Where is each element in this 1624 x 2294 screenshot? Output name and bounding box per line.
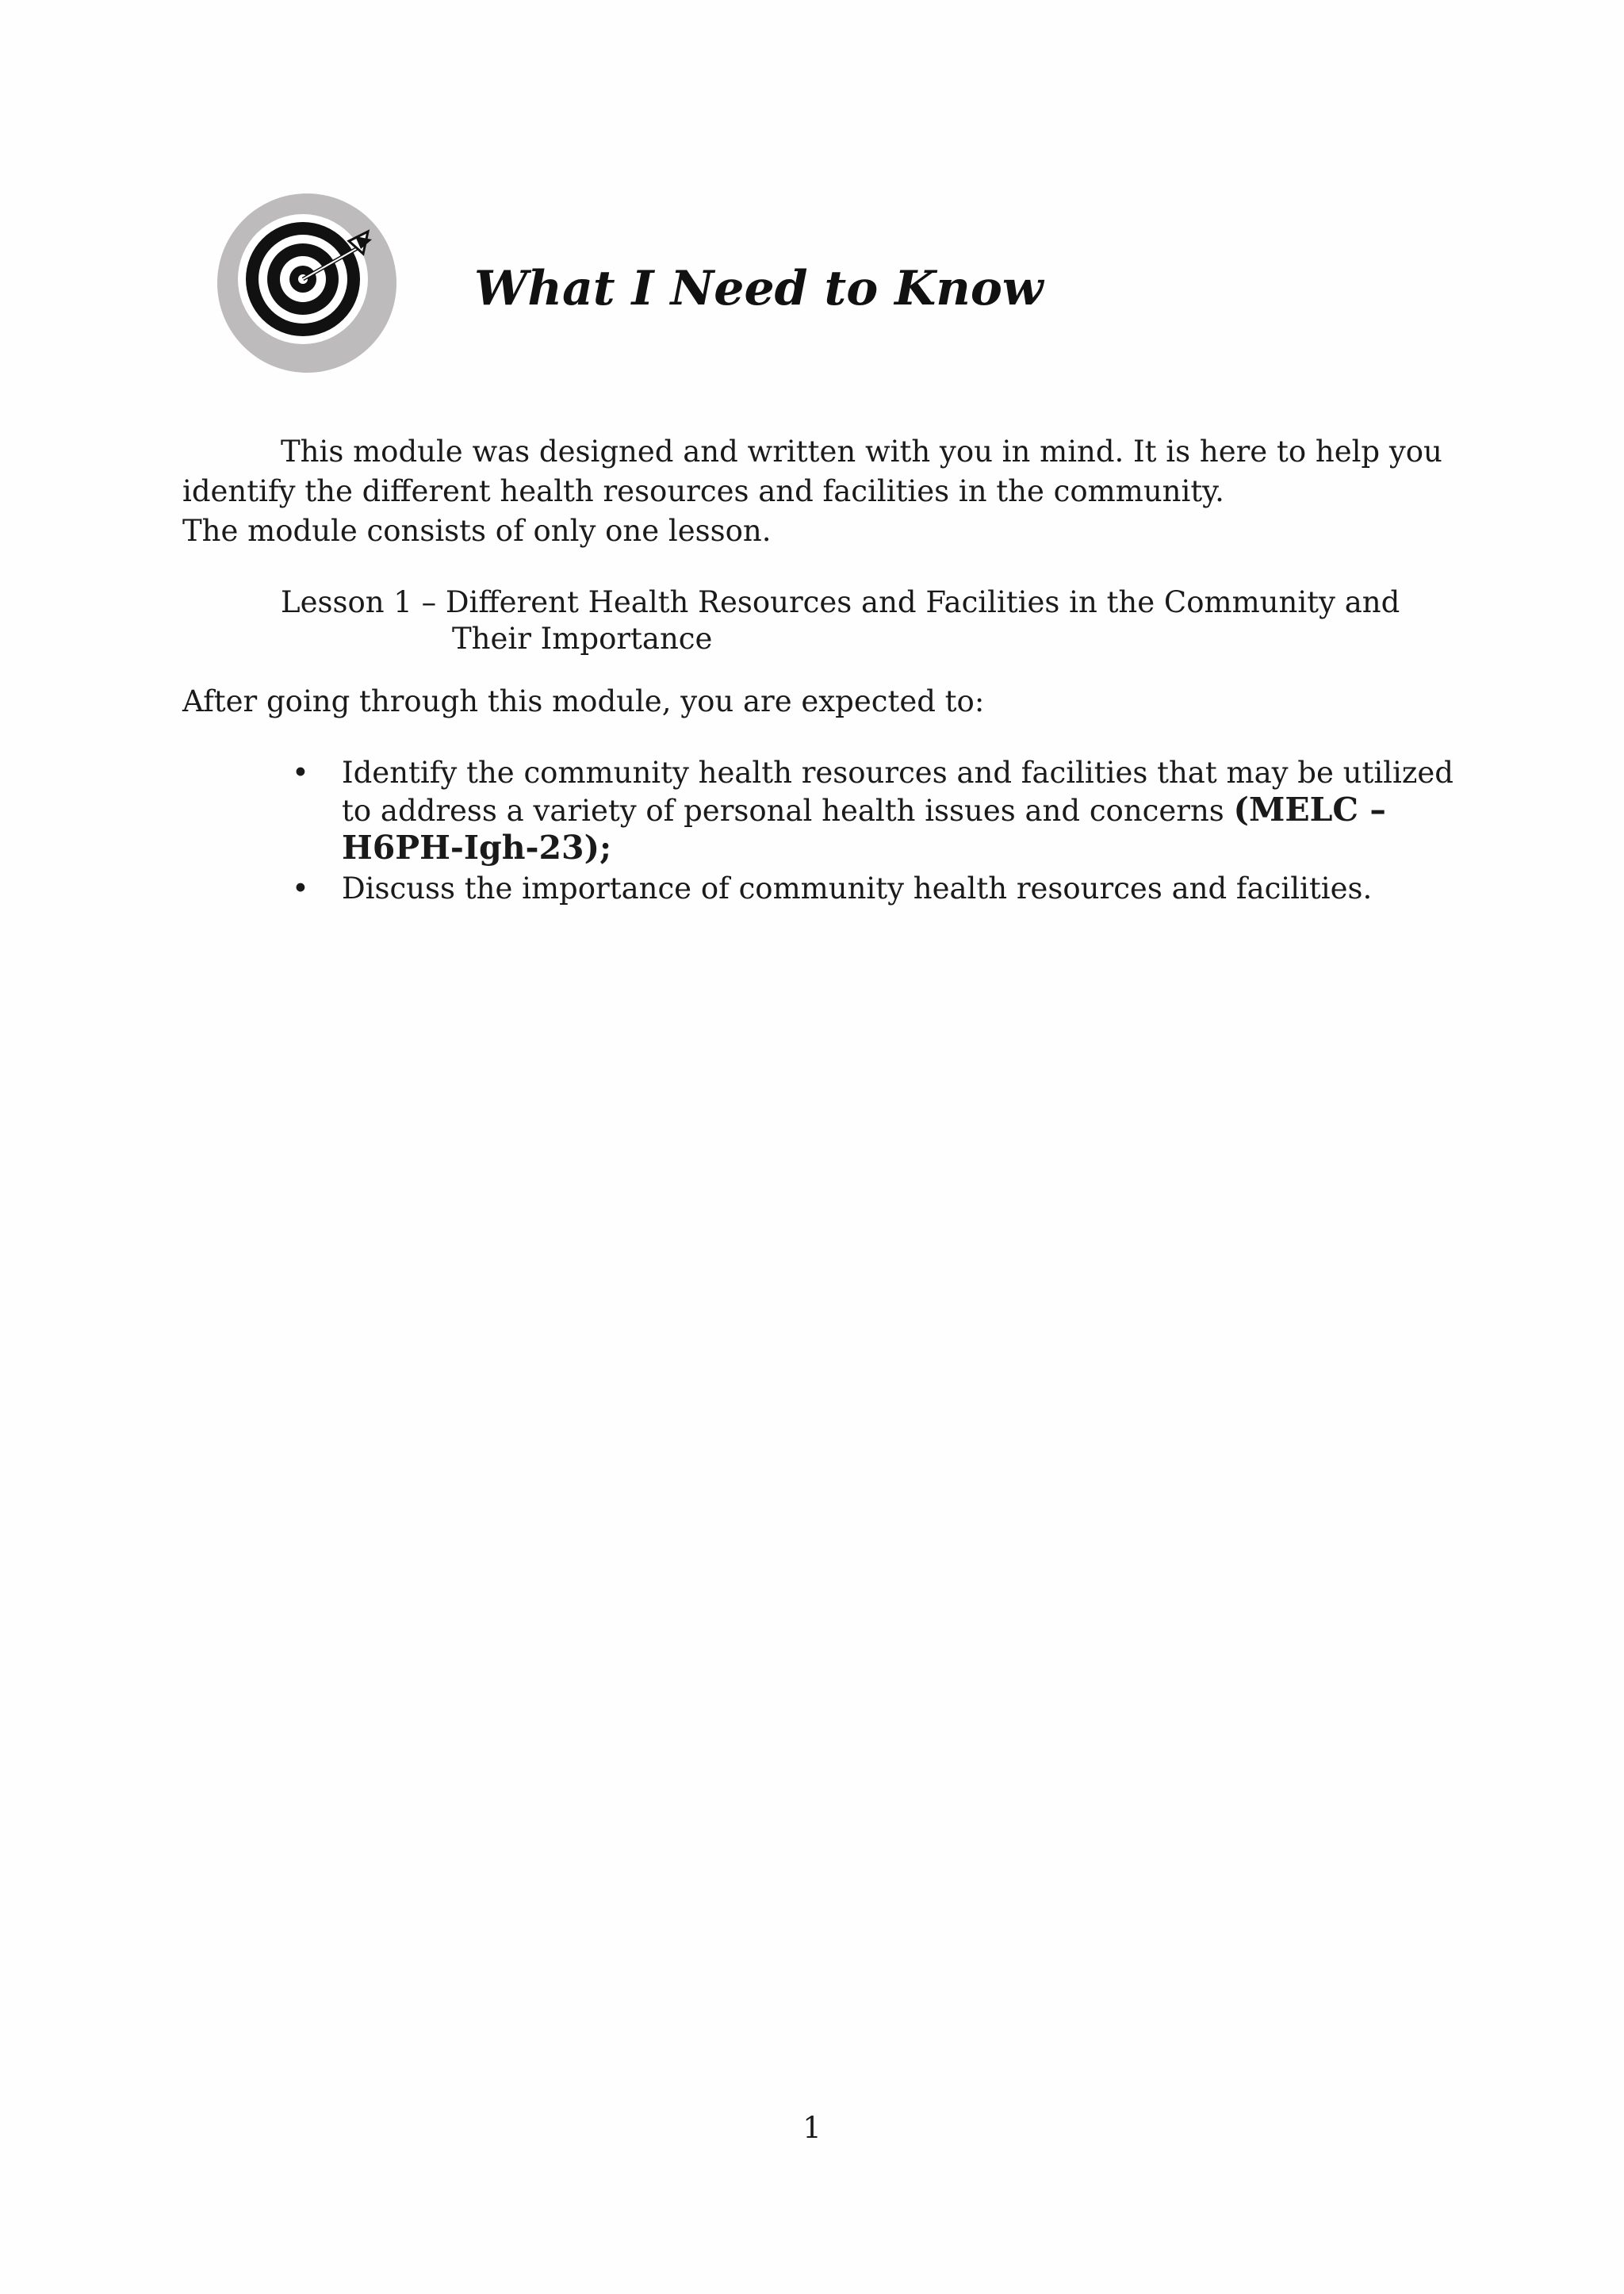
- list-item: [281, 755, 1454, 867]
- list-item-text: Discuss the importance of community health resources and facilities.: [342, 871, 1373, 906]
- intro-paragraph-2: The module consists of only one lesson.: [182, 514, 772, 548]
- expectations-lead: After going through this module, you are expected to:: [182, 684, 985, 718]
- page-number: 1: [802, 2111, 822, 2145]
- section-title: What I Need to Know: [474, 261, 1044, 316]
- bullet-icon: •: [292, 756, 309, 790]
- lesson-title-line-2: Their Importance: [452, 622, 713, 656]
- expectations-list: [281, 755, 1454, 910]
- intro-paragraph: [182, 432, 1451, 511]
- list-item-text: Identify the community health resources and facilities that may be utilized to address a variety of personal health issues and concerns: [342, 756, 1454, 828]
- bullet-icon: •: [292, 871, 309, 906]
- lesson-title-line-1: Lesson 1 – Different Health Resources and Facilities in the Community and: [281, 585, 1400, 619]
- list-item: [281, 871, 1454, 907]
- melc-code: (MELC – H6PH-Igh-23);: [342, 791, 1386, 867]
- lesson-title: [281, 584, 1486, 657]
- target-arrow-icon: [214, 190, 400, 377]
- intro-paragraph-text: This module was designed and written with you in mind. It is here to help you identify the different health resources and facilities in the community.: [182, 435, 1442, 508]
